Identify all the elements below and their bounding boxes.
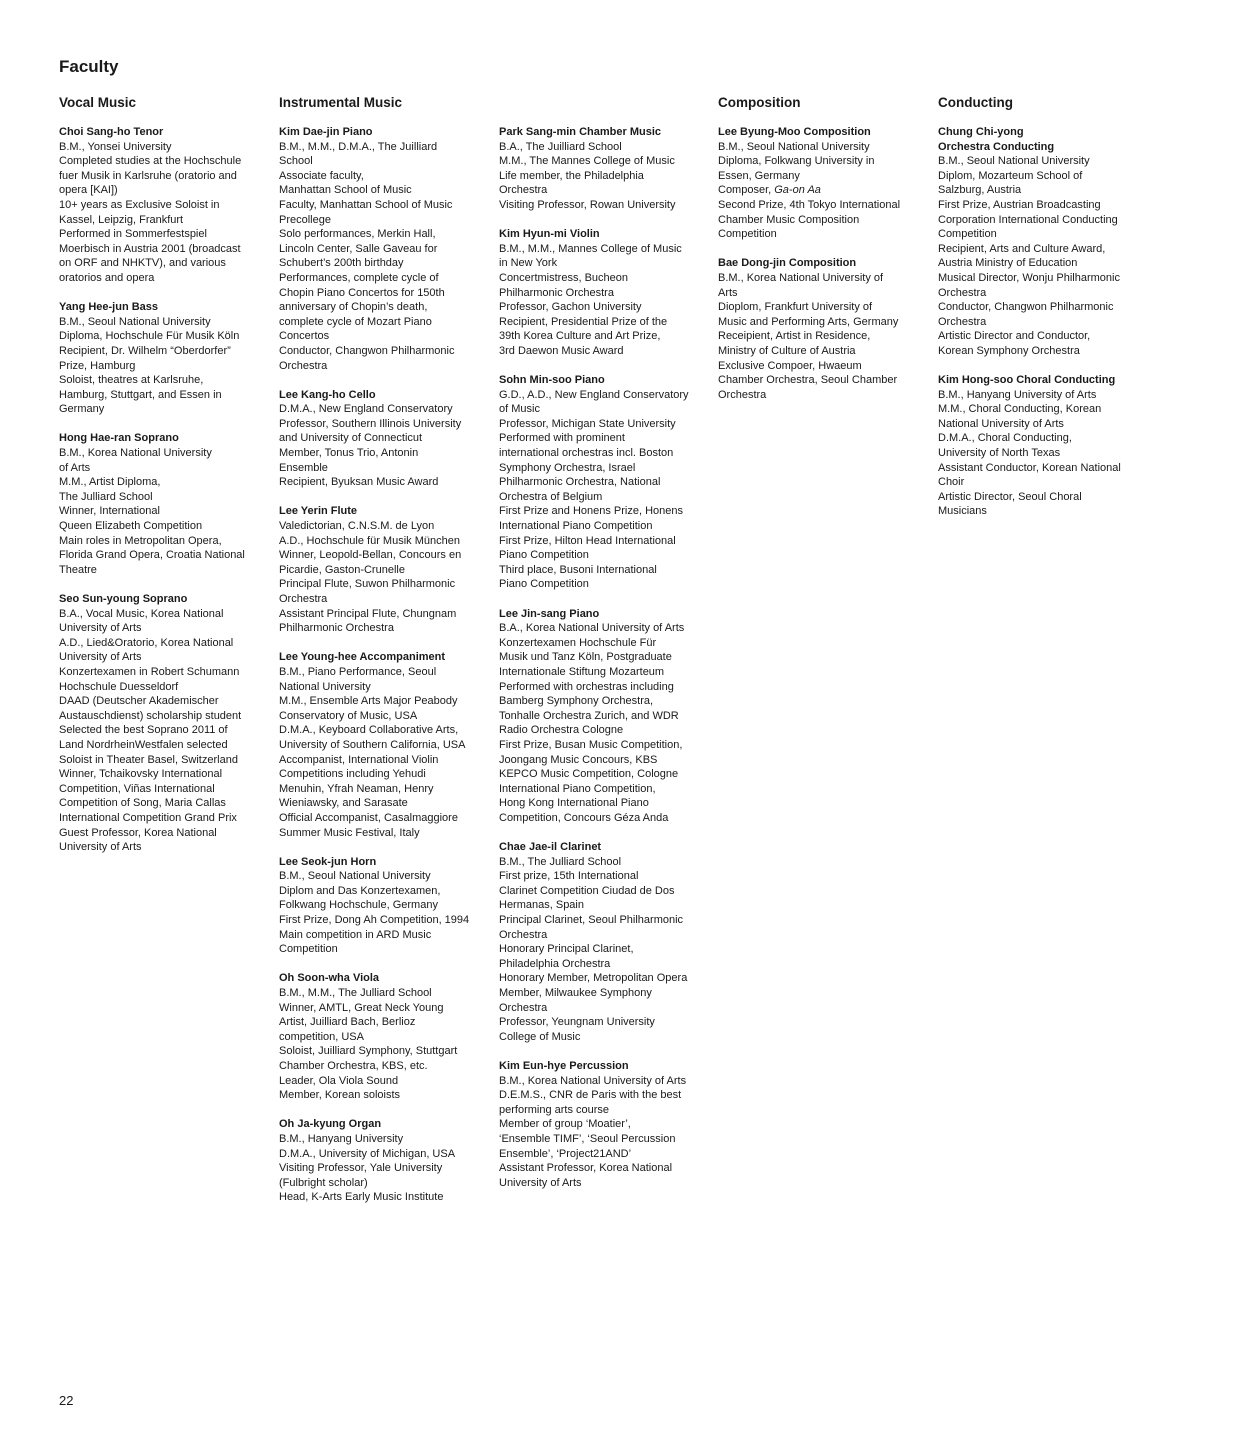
credential-line: Florida Grand Opera, Croatia National bbox=[59, 549, 245, 562]
credential-line: Visiting Professor, Rowan University bbox=[499, 198, 676, 211]
credential-line: University of North Texas bbox=[938, 447, 1061, 460]
credential-line: Orchestra of Belgium bbox=[499, 490, 603, 503]
credential-line: Professor, Gachon University bbox=[499, 301, 642, 314]
credential-line: B.M., M.M., D.M.A., The Juilliard bbox=[279, 140, 438, 153]
credential-line: Precollege bbox=[279, 213, 331, 226]
credential-line: D.M.A., Choral Conducting, bbox=[938, 432, 1072, 445]
credential-line bbox=[718, 183, 928, 198]
credential-line: Recipient, Byuksan Music Award bbox=[279, 476, 439, 489]
faculty-entry bbox=[718, 256, 928, 402]
credential-line: Hamburg, Stuttgart, and Essen in bbox=[59, 388, 222, 401]
faculty-entry bbox=[279, 855, 494, 957]
credential-line: B.M., Korea National University bbox=[59, 447, 212, 460]
credential-line: Member, Korean soloists bbox=[279, 1089, 401, 1102]
credential-line: Musik und Tanz Köln, Postgraduate bbox=[499, 651, 672, 664]
credential-line: fuer Musik in Karlsruhe (oratorio and bbox=[59, 169, 237, 182]
faculty-name: Lee Seok-jun Horn bbox=[279, 855, 377, 868]
section-heading-instrumental-music: Instrumental Music bbox=[279, 95, 403, 110]
credential-line: Orchestra bbox=[938, 286, 987, 299]
credential-line: Orchestra bbox=[499, 1001, 548, 1014]
credential-line: Kassel, Leipzig, Frankfurt bbox=[59, 213, 184, 226]
faculty-list bbox=[59, 125, 269, 855]
credential-line: Theatre bbox=[59, 563, 97, 576]
credential-line: First prize, 15th International bbox=[499, 870, 639, 883]
work-title: Ga-on Aa bbox=[774, 184, 821, 197]
page-number: 22 bbox=[59, 1393, 74, 1408]
credential-line: Piano Competition bbox=[499, 549, 589, 562]
credential-line: Diploma, Folkwang University in bbox=[718, 155, 875, 168]
credential-line: University of Southern California, USA bbox=[279, 738, 466, 751]
credential-line: Receipient, Artist in Residence, bbox=[718, 330, 871, 343]
credential-line: Bamberg Symphony Orchestra, bbox=[499, 695, 654, 708]
faculty-name: Park Sang-min Chamber Music bbox=[499, 126, 661, 138]
credential-line: M.M., Artist Diploma, bbox=[59, 476, 161, 489]
faculty-list bbox=[499, 125, 714, 1190]
credential-line: Menuhin, Yfrah Neaman, Henry bbox=[279, 782, 434, 795]
credential-line: Performances, complete cycle of bbox=[279, 271, 439, 284]
column-conducting bbox=[938, 94, 1148, 534]
credential-line: University of Arts bbox=[499, 1176, 582, 1189]
credential-line: B.M., Seoul National University bbox=[718, 140, 870, 153]
credential-line: (Fulbright scholar) bbox=[279, 1176, 368, 1189]
credential-line: Artistic Director, Seoul Choral bbox=[938, 490, 1082, 503]
faculty-list bbox=[718, 125, 928, 402]
faculty-entry bbox=[499, 1059, 714, 1190]
credential-line: Winner, Tchaikovsky International bbox=[59, 768, 223, 781]
credential-line: College of Music bbox=[499, 1030, 581, 1043]
faculty-name: Yang Hee-jun Bass bbox=[59, 301, 159, 314]
faculty-entry bbox=[499, 125, 714, 213]
credential-line: Assistant Conductor, Korean National bbox=[938, 461, 1121, 474]
credential-line: B.M., Seoul National University bbox=[938, 155, 1090, 168]
credential-line: Competition bbox=[938, 228, 997, 241]
credential-line: Official Accompanist, Casalmaggiore bbox=[279, 811, 458, 824]
faculty-name: Oh Soon-wha Viola bbox=[279, 972, 380, 985]
credential-line: Manhattan School of Music bbox=[279, 184, 412, 197]
credential-line: B.M., M.M., Mannes College of Music bbox=[499, 242, 682, 255]
credential-line: Honorary Member, Metropolitan Opera bbox=[499, 972, 688, 985]
credential-line: Artist, Juilliard Bach, Berlioz bbox=[279, 1016, 416, 1029]
credential-line: Ensemble’, ‘Project21AND’ bbox=[499, 1147, 632, 1160]
credential-line: Essen, Germany bbox=[718, 169, 800, 182]
credential-line: First Prize, Busan Music Competition, bbox=[499, 738, 683, 751]
credential-line: Competition of Song, Maria Callas bbox=[59, 797, 226, 810]
credential-line: Recipient, Arts and Culture Award, bbox=[938, 242, 1106, 255]
credential-line: Life member, the Philadelphia bbox=[499, 169, 644, 182]
faculty-name: Oh Ja-kyung Organ bbox=[279, 1118, 382, 1131]
credential-line: Ensemble bbox=[279, 461, 328, 474]
credential-line: B.M., The Julliard School bbox=[499, 855, 622, 868]
credential-line: National University bbox=[279, 680, 371, 693]
faculty-name: Lee Jin-sang Piano bbox=[499, 607, 600, 620]
credential-line: Principal Clarinet, Seoul Philharmonic bbox=[499, 914, 684, 927]
credential-line: Competition, Viñas International bbox=[59, 782, 215, 795]
credential-line: Artistic Director and Conductor, bbox=[938, 330, 1091, 343]
credential-line: Corporation International Conducting bbox=[938, 213, 1118, 226]
faculty-name: Lee Kang-ho Cello bbox=[279, 388, 376, 401]
credential-line: Salzburg, Austria bbox=[938, 184, 1022, 197]
credential-line: ‘Ensemble TIMF’, ‘Seoul Percussion bbox=[499, 1132, 676, 1145]
faculty-entry bbox=[59, 592, 269, 855]
credential-line: Dioplom, Frankfurt University of bbox=[718, 301, 873, 314]
credential-line: Tonhalle Orchestra Zurich, and WDR bbox=[499, 709, 679, 722]
faculty-name: Sohn Min-soo Piano bbox=[499, 374, 605, 387]
credential-line: Arts bbox=[718, 286, 738, 299]
faculty-name: Kim Eun-hye Percussion bbox=[499, 1060, 629, 1072]
credential-line: University of Arts bbox=[59, 651, 142, 664]
credential-line: Main roles in Metropolitan Opera, bbox=[59, 534, 222, 547]
faculty-list bbox=[279, 125, 494, 1205]
credential-line: complete cycle of Mozart Piano bbox=[279, 315, 432, 328]
faculty-name: Choi Sang-ho Tenor bbox=[59, 126, 164, 138]
credential-line: Queen Elizabeth Competition bbox=[59, 520, 203, 533]
credential-line: Professor, Southern Illinois University bbox=[279, 417, 462, 430]
credential-line: Performed in Sommerfestspiel bbox=[59, 228, 207, 241]
credential-line: Land NordrheinWestfalen selected bbox=[59, 738, 228, 751]
credential-line: Soloist, theatres at Karlsruhe, bbox=[59, 374, 204, 387]
credential-line: Musicians bbox=[938, 505, 987, 518]
credential-line: Diploma, Hochschule Für Musik Köln bbox=[59, 330, 240, 343]
credential-line: M.M., Choral Conducting, Korean bbox=[938, 403, 1102, 416]
credential-line: Orchestra bbox=[279, 593, 328, 605]
credential-line: Schubert’s 200th birthday bbox=[279, 257, 404, 270]
credential-line: Head, K-Arts Early Music Institute bbox=[279, 1191, 444, 1204]
faculty-entry bbox=[499, 373, 714, 592]
credential-line: D.M.A., Keyboard Collaborative Arts, bbox=[279, 724, 459, 737]
credential-line: Philharmonic Orchestra bbox=[499, 286, 614, 299]
credential-line: Konzertexamen in Robert Schumann bbox=[59, 665, 240, 678]
credential-line: International Piano Competition bbox=[499, 520, 653, 533]
credential-line: Joongang Music Concours, KBS bbox=[499, 753, 658, 766]
credential-line: Germany bbox=[59, 403, 105, 416]
credential-line: international orchestras incl. Boston bbox=[499, 447, 674, 460]
credential-line: of Arts bbox=[59, 461, 91, 474]
credential-line: International Piano Competition, bbox=[499, 782, 656, 795]
credential-line: M.M., Ensemble Arts Major Peabody bbox=[279, 695, 458, 708]
credential-line: Hochschule Duesseldorf bbox=[59, 680, 179, 693]
credential-line: First Prize, Austrian Broadcasting bbox=[938, 198, 1101, 211]
faculty-name: Lee Byung-Moo Composition bbox=[718, 126, 871, 138]
faculty-entry bbox=[279, 388, 494, 490]
faculty-entry bbox=[279, 125, 494, 373]
credential-line: Radio Orchestra Cologne bbox=[499, 724, 624, 737]
credential-line: Lincoln Center, Salle Gaveau for bbox=[279, 242, 438, 255]
faculty-entry bbox=[499, 840, 714, 1044]
credential-line: DAAD (Deutscher Akademischer bbox=[59, 695, 219, 708]
section-heading-empty bbox=[499, 94, 714, 125]
credential-line: Diplom, Mozarteum School of bbox=[938, 169, 1083, 182]
credential-line: Diplom and Das Konzertexamen, bbox=[279, 884, 441, 897]
faculty-name: Bae Dong-jin Composition bbox=[718, 257, 857, 270]
credential-line: 39th Korea Culture and Art Prize, bbox=[499, 330, 661, 343]
credential-line: Folkwang Hochschule, Germany bbox=[279, 899, 438, 912]
credential-line: B.M., Hanyang University bbox=[279, 1132, 404, 1145]
credential-line: Wieniawsky, and Sarasate bbox=[279, 797, 408, 810]
faculty-entry bbox=[59, 431, 269, 577]
credential-line: Third place, Busoni International bbox=[499, 563, 657, 576]
credential-line: Competitions including Yehudi bbox=[279, 768, 426, 781]
credential-line: Leader, Ola Viola Sound bbox=[279, 1074, 399, 1087]
credential-line: Chopin Piano Concertos for 150th bbox=[279, 286, 445, 299]
credential-line: Orchestra bbox=[938, 315, 987, 328]
faculty-entry bbox=[279, 650, 494, 840]
credential-line: Concertmistress, Bucheon bbox=[499, 271, 628, 284]
faculty-name: Chung Chi-yong bbox=[938, 126, 1024, 138]
credential-line: The Julliard School bbox=[59, 490, 153, 503]
credential-line: Completed studies at the Hochschule bbox=[59, 155, 242, 168]
faculty-entry bbox=[59, 300, 269, 417]
credential-line: on ORF and NHKTV), and various bbox=[59, 257, 226, 270]
credential-line: Second Prize, 4th Tokyo International bbox=[718, 198, 901, 211]
credential-line: Orchestra bbox=[718, 388, 767, 401]
credential-line: Symphony Orchestra, Israel bbox=[499, 461, 636, 474]
credential-line: Music and Performing Arts, Germany bbox=[718, 315, 899, 328]
faculty-name: Kim Dae-jin Piano bbox=[279, 126, 373, 138]
column-vocal-music bbox=[59, 94, 269, 869]
credential-line: Assistant Professor, Korea National bbox=[499, 1162, 673, 1175]
credential-line: Philharmonic Orchestra bbox=[279, 622, 394, 635]
credential-line: Summer Music Festival, Italy bbox=[279, 826, 420, 839]
credential-line: First Prize, Hilton Head International bbox=[499, 534, 676, 547]
credential-line: competition, USA bbox=[279, 1030, 364, 1043]
page-title: Faculty bbox=[59, 57, 119, 76]
credential-line: Soloist in Theater Basel, Switzerland bbox=[59, 753, 238, 766]
faculty-specialty: Orchestra Conducting bbox=[938, 140, 1055, 153]
faculty-name: Lee Yerin Flute bbox=[279, 505, 358, 518]
credential-line: 10+ years as Exclusive Soloist in bbox=[59, 198, 220, 211]
credential-line: oratorios and opera bbox=[59, 271, 155, 284]
faculty-name: Seo Sun-young Soprano bbox=[59, 593, 188, 605]
credential-line: 3rd Daewon Music Award bbox=[499, 344, 624, 357]
credential-line: Winner, AMTL, Great Neck Young bbox=[279, 1001, 444, 1014]
credential-line: School bbox=[279, 155, 313, 168]
faculty-name: Hong Hae-ran Soprano bbox=[59, 432, 179, 445]
credential-line: Conservatory of Music, USA bbox=[279, 709, 418, 722]
credential-line: B.A., Korea National University of Arts bbox=[499, 622, 685, 635]
credential-line: Chamber Music Composition bbox=[718, 213, 860, 226]
credential-line: Competition bbox=[279, 943, 338, 956]
credential-line: Ministry of Culture of Austria bbox=[718, 344, 856, 357]
credential-line: A.D., Hochschule für Musik München bbox=[279, 534, 460, 547]
credential-line: B.M., Piano Performance, Seoul bbox=[279, 665, 437, 678]
credential-line: B.M., M.M., The Julliard School bbox=[279, 987, 432, 1000]
credential-line: G.D., A.D., New England Conservatory bbox=[499, 388, 689, 401]
faculty-entry bbox=[279, 504, 494, 635]
credential-line: anniversary of Chopin’s death, bbox=[279, 301, 428, 314]
credential-line: performing arts course bbox=[499, 1103, 610, 1116]
credential-line: Selected the best Soprano 2011 of bbox=[59, 724, 228, 737]
credential-line: B.M., Korea National University of Arts bbox=[499, 1074, 687, 1087]
credential-line: D.E.M.S., CNR de Paris with the best bbox=[499, 1089, 682, 1102]
faculty-name: Kim Hong-soo Choral Conducting bbox=[938, 374, 1116, 387]
credential-line: Choir bbox=[938, 476, 965, 489]
section-heading-conducting: Conducting bbox=[938, 95, 1013, 110]
credential-line: Austria Ministry of Education bbox=[938, 257, 1078, 270]
credential-line: Hong Kong International Piano bbox=[499, 797, 649, 810]
faculty-name: Kim Hyun-mi Violin bbox=[499, 228, 600, 241]
credential-line: B.M., Hanyang University of Arts bbox=[938, 388, 1097, 401]
faculty-entry bbox=[59, 125, 269, 286]
credential-line: Clarinet Competition Ciudad de Dos bbox=[499, 884, 675, 897]
credential-line: Concertos bbox=[279, 330, 330, 343]
credential-line: Austauschdienst) scholarship student bbox=[59, 709, 242, 722]
credential-line: University of Arts bbox=[59, 622, 142, 635]
column-instrumental-music bbox=[279, 94, 494, 1220]
credential-line: Accompanist, International Violin bbox=[279, 753, 439, 766]
credential-line: KEPCO Music Competition, Cologne bbox=[499, 768, 679, 781]
credential-line: Picardie, Gaston-Crunelle bbox=[279, 563, 405, 576]
credential-line: Performed with orchestras including bbox=[499, 680, 674, 693]
credential-line: Exclusive Compoer, Hwaeum bbox=[718, 359, 862, 372]
credential-line: Main competition in ARD Music bbox=[279, 928, 432, 941]
credential-line: B.A., The Juilliard School bbox=[499, 140, 622, 153]
credential-line: Performed with prominent bbox=[499, 432, 625, 445]
credential-line: Winner, Leopold-Bellan, Concours en bbox=[279, 549, 462, 562]
credential-line: M.M., The Mannes College of Music bbox=[499, 155, 675, 168]
credential-line: Professor, Yeungnam University bbox=[499, 1016, 655, 1029]
credential-line: Konzertexamen Hochschule Für bbox=[499, 636, 657, 649]
credential-line: B.M., Korea National University of bbox=[718, 271, 884, 284]
credential-line: B.M., Seoul National University bbox=[59, 315, 211, 328]
credential-line: Member of group ‘Moatier’, bbox=[499, 1118, 631, 1131]
credential-line: Soloist, Juilliard Symphony, Stuttgart bbox=[279, 1045, 458, 1058]
credential-line: Faculty, Manhattan School of Music bbox=[279, 198, 453, 211]
faculty-entry bbox=[938, 125, 1148, 359]
credential-line: Prize, Hamburg bbox=[59, 359, 136, 372]
credential-line: Competition bbox=[718, 228, 777, 241]
faculty-list bbox=[938, 125, 1148, 519]
credential-line: Orchestra bbox=[279, 359, 328, 372]
credential-line: Assistant Principal Flute, Chungnam bbox=[279, 607, 457, 620]
credential-line: and University of Connecticut bbox=[279, 432, 423, 445]
credential-line: Member, Tonus Trio, Antonin bbox=[279, 447, 419, 460]
credential-line: Hermanas, Spain bbox=[499, 899, 584, 912]
section-heading-composition: Composition bbox=[718, 95, 801, 110]
credential-line: International Competition Grand Prix bbox=[59, 811, 237, 824]
credential-line: Orchestra bbox=[499, 928, 548, 941]
credential-line: University of Arts bbox=[59, 841, 142, 854]
credential-line: Conductor, Changwon Philharmonic bbox=[279, 344, 455, 357]
credential-line: Piano Competition bbox=[499, 578, 589, 591]
faculty-entry bbox=[499, 227, 714, 358]
credential-line: National University of Arts bbox=[938, 417, 1064, 430]
credential-line: Guest Professor, Korea National bbox=[59, 826, 217, 839]
faculty-name: Lee Young-hee Accompaniment bbox=[279, 651, 446, 664]
credential-line: Orchestra bbox=[499, 184, 548, 197]
credential-line: Competition, Concours Géza Anda bbox=[499, 811, 669, 824]
faculty-entry bbox=[499, 607, 714, 826]
credential-line: Associate faculty, bbox=[279, 169, 364, 182]
faculty-name: Chae Jae-il Clarinet bbox=[499, 841, 602, 854]
credential-line: Visiting Professor, Yale University bbox=[279, 1162, 443, 1175]
credential-line: of Music bbox=[499, 403, 540, 416]
credential-line: B.A., Vocal Music, Korea National bbox=[59, 607, 224, 620]
credential-line: Philadelphia Orchestra bbox=[499, 957, 611, 970]
faculty-entry bbox=[279, 971, 494, 1102]
credential-line: Valedictorian, C.N.S.M. de Lyon bbox=[279, 520, 435, 533]
credential-line: Honorary Principal Clarinet, bbox=[499, 943, 634, 956]
credential-line: First Prize, Dong Ah Competition, 1994 bbox=[279, 914, 470, 927]
column-instrumental-music-continued bbox=[499, 94, 714, 1205]
credential-line: opera [KAI]) bbox=[59, 184, 118, 197]
credential-line: Solo performances, Merkin Hall, bbox=[279, 228, 436, 241]
credential-line: Philharmonic Orchestra, National bbox=[499, 476, 661, 489]
credential-line: Chamber Orchestra, Seoul Chamber bbox=[718, 374, 898, 387]
credential-line: Korean Symphony Orchestra bbox=[938, 344, 1080, 357]
credential-line: Conductor, Changwon Philharmonic bbox=[938, 301, 1114, 314]
credential-line: D.M.A., New England Conservatory bbox=[279, 403, 453, 416]
credential-line: Member, Milwaukee Symphony bbox=[499, 987, 652, 1000]
credential-line: Winner, International bbox=[59, 505, 160, 518]
credential-line: Principal Flute, Suwon Philharmonic bbox=[279, 578, 456, 591]
faculty-entry bbox=[938, 373, 1148, 519]
credential-line: First Prize and Honens Prize, Honens bbox=[499, 505, 684, 518]
credential-line: B.M., Seoul National University bbox=[279, 870, 431, 883]
credential-prefix: Composer, bbox=[718, 184, 775, 197]
credential-line: Professor, Michigan State University bbox=[499, 417, 676, 430]
credential-line: in New York bbox=[499, 257, 558, 270]
credential-line: Internationale Stiftung Mozarteum bbox=[499, 665, 665, 678]
credential-line: Musical Director, Wonju Philharmonic bbox=[938, 271, 1120, 284]
credential-line: B.M., Yonsei University bbox=[59, 140, 172, 153]
credential-line: Moerbisch in Austria 2001 (broadcast bbox=[59, 242, 241, 255]
faculty-entry bbox=[279, 1117, 494, 1205]
faculty-entry bbox=[718, 125, 928, 242]
section-heading-vocal-music: Vocal Music bbox=[59, 95, 137, 110]
credential-line: Chamber Orchestra, KBS, etc. bbox=[279, 1060, 428, 1072]
credential-line: Recipient, Presidential Prize of the bbox=[499, 315, 668, 328]
credential-line: D.M.A., University of Michigan, USA bbox=[279, 1147, 456, 1160]
column-composition bbox=[718, 94, 928, 417]
credential-line: Recipient, Dr. Wilhelm “Oberdorfer” bbox=[59, 344, 231, 357]
credential-line: A.D., Lied&Oratorio, Korea National bbox=[59, 636, 234, 649]
